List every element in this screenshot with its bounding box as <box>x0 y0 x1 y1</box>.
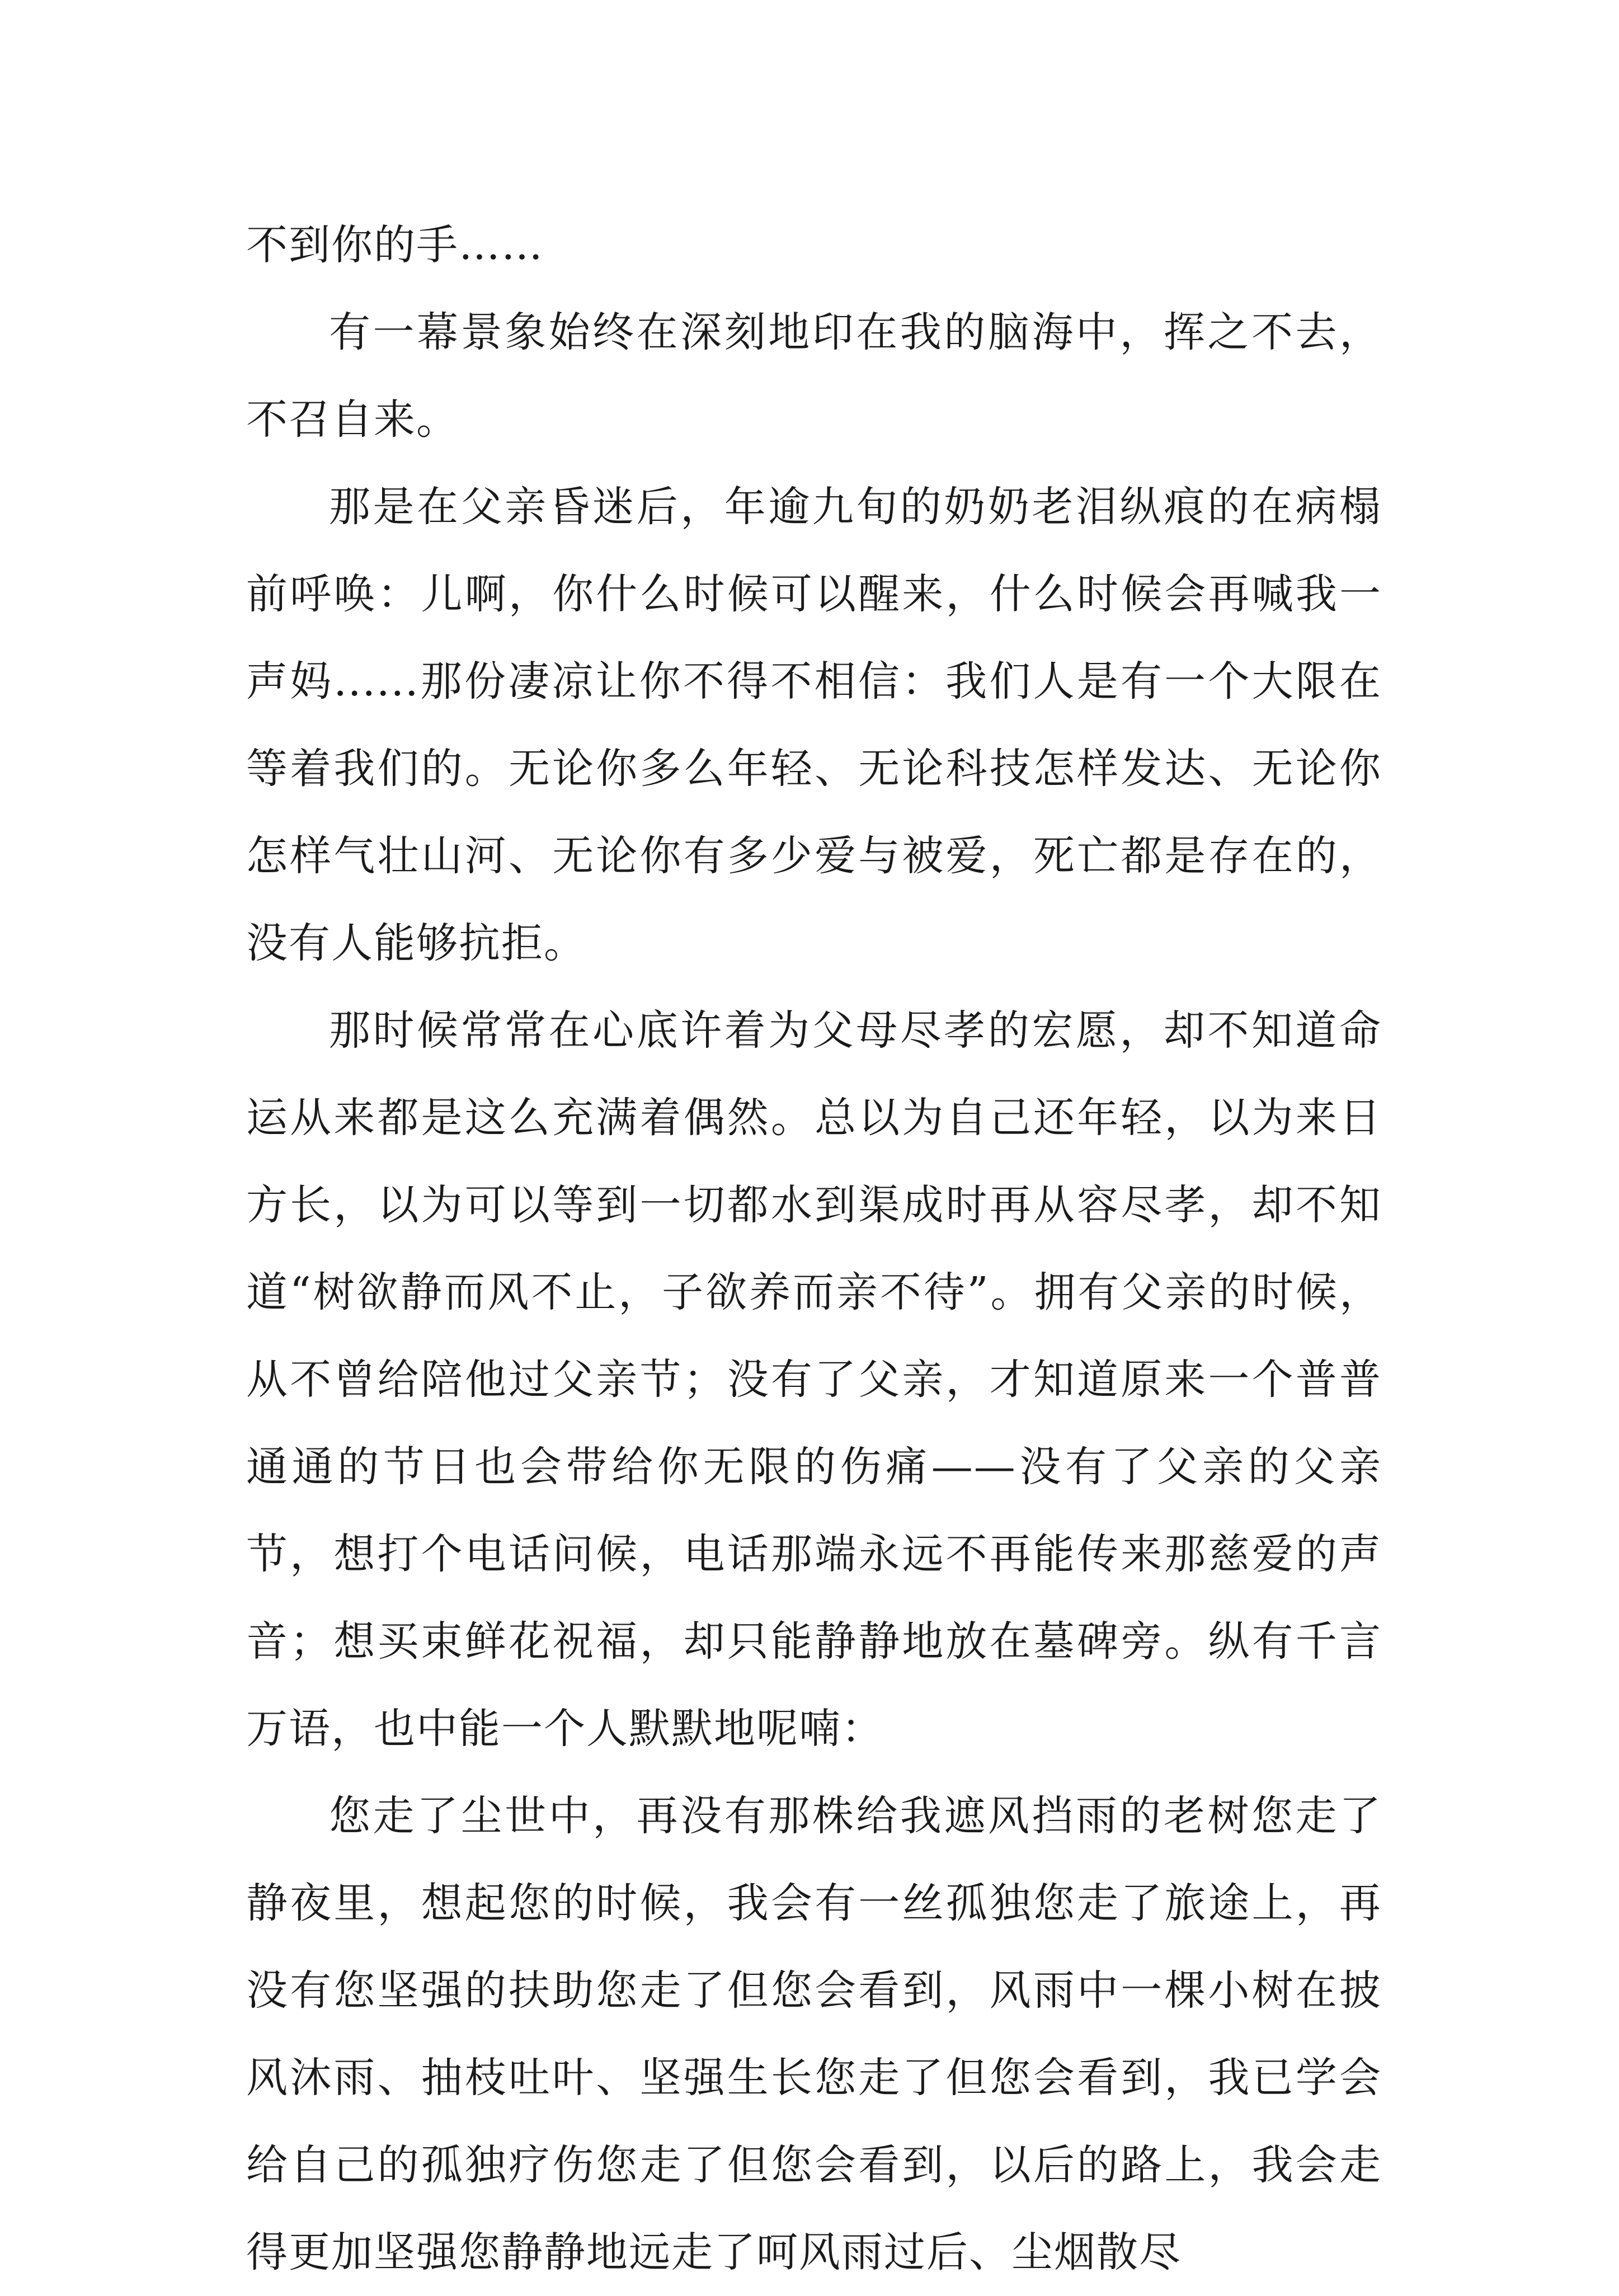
paragraph: 您走了尘世中，再没有那株给我遮风挡雨的老树您走了静夜里，想起您的时候，我会有一丝孤独您走了旅途上，再没有您坚强的扶助您走了但您会看到，风雨中一棵小树在披风沐雨、抽枝吐叶、坚强生长您走了但您会看到，我已学会给自己的孤独疗伤您走了但您会看到，以后的路上，我会走得更加坚强您静静地远走了呵风雨过后、尘烟散尽 <box>246 1792 1382 2276</box>
paragraph: 那时候常常在心底许着为父母尽孝的宏愿，却不知道命运从来都是这么充满着偶然。总以为自己还年轻，以为来日方长，以为可以等到一切都水到渠成时再从容尽孝，却不知道“树欲静而风不止，子欲养而亲不待”。拥有父亲的时候，从不曾给陪他过父亲节；没有了父亲，才知道原来一个普普通通的节日也会带给你无限的伤痛——没有了父亲的父亲节，想打个电话问候，电话那端永远不再能传来那慈爱的声音；想买束鲜花祝福，却只能静静地放在墓碑旁。纵有千言万语，也中能一个人默默地呢喃： <box>246 1006 1382 1753</box>
paragraph: 那是在父亲昏迷后，年逾九旬的奶奶老泪纵痕的在病榻前呼唤：儿啊，你什么时候可以醒来，什么时候会再喊我一声妈......那份凄凉让你不得不相信：我们人是有一个大限在等着我们的。无论你多么年轻、无论科技怎样发达、无论你怎样气壮山河、无论你有多少爱与被爱，死亡都是存在的，没有人能够抗拒。 <box>246 483 1382 967</box>
document-body <box>246 201 1382 2296</box>
paragraph-continuation: 不到你的手…… <box>246 221 544 269</box>
paragraph: 有一幕景象始终在深刻地印在我的脑海中，挥之不去，不召自来。 <box>246 308 1382 444</box>
